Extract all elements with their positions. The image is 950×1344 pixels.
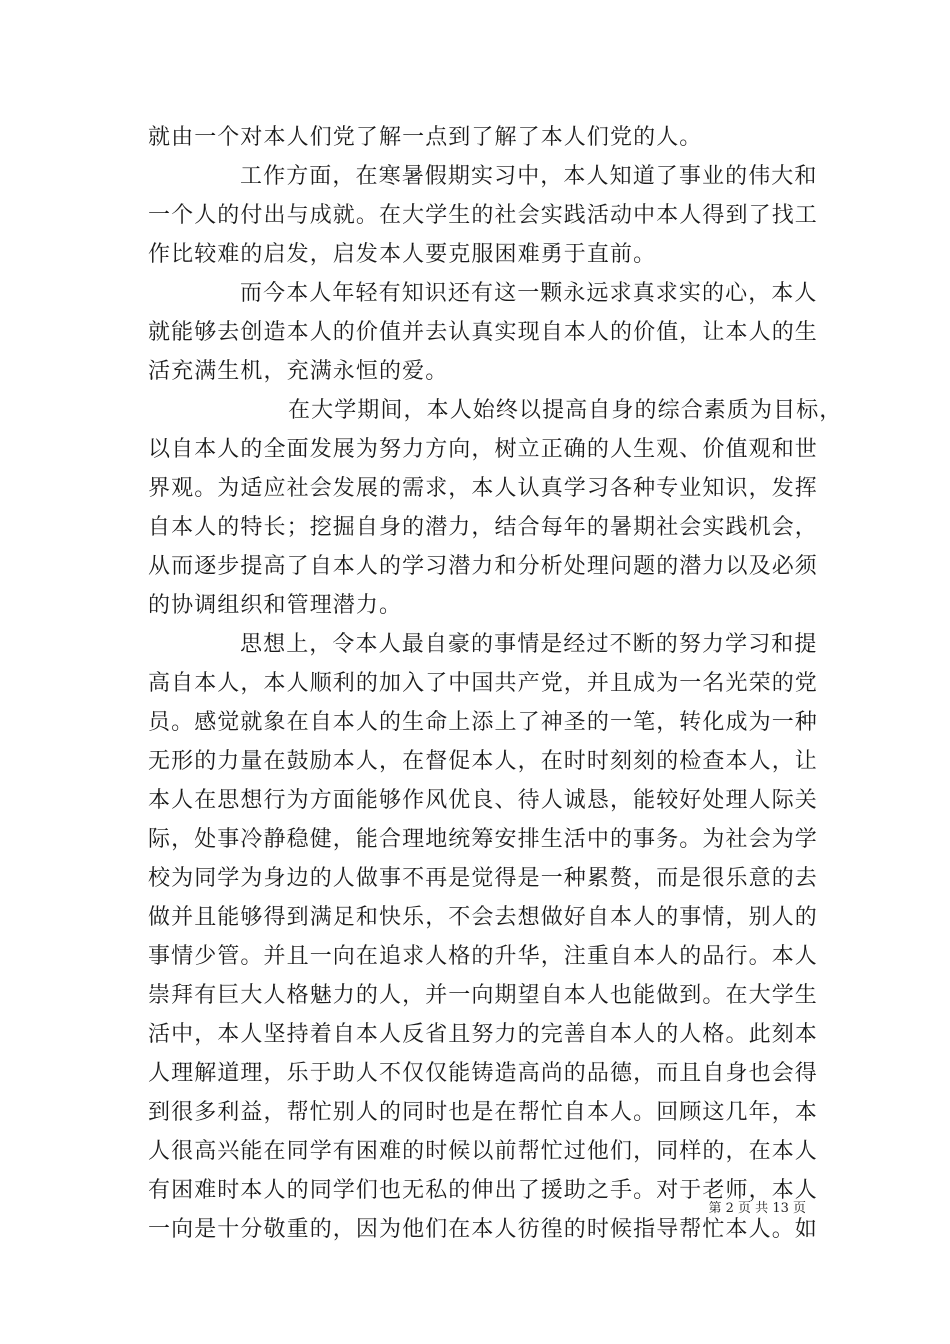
text-line: 员。感觉就象在自本人的生命上添上了神圣的一笔，转化成为一种: [148, 710, 818, 735]
text-line: 崇拜有巨大人格魅力的人，并一向期望自本人也能做到。在大学生: [148, 983, 818, 1008]
text-line: 无形的力量在鼓励本人，在督促本人，在时时刻刻的检查本人，让: [148, 749, 818, 774]
text-line: 就能够去创造本人的价值并去认真实现自本人的价值，让本人的生: [148, 320, 818, 345]
text-line: 有困难时本人的同学们也无私的伸出了援助之手。对于老师，本人: [148, 1178, 818, 1203]
text-line: 思想上，令本人最自豪的事情是经过不断的努力学习和提: [240, 632, 818, 657]
text-line: 从而逐步提高了自本人的学习潜力和分析处理问题的潜力以及必须: [148, 554, 818, 579]
text-line: 事情少管。并且一向在追求人格的升华，注重自本人的品行。本人: [148, 944, 818, 969]
text-line: 而今本人年轻有知识还有这一颗永远求真求实的心，本人: [240, 281, 818, 306]
text-line: 的协调组织和管理潜力。: [148, 593, 403, 618]
text-line: 作比较难的启发，启发本人要克服困难勇于直前。: [148, 242, 657, 267]
text-line: 际，处事冷静稳健，能合理地统筹安排生活中的事务。为社会为学: [148, 827, 818, 852]
text-line: 人很高兴能在同学有困难的时候以前帮忙过他们，同样的，在本人: [148, 1139, 818, 1164]
text-line: 自本人的特长；挖掘自身的潜力，结合每年的暑期社会实践机会，: [148, 515, 818, 540]
text-line: 一个人的付出与成就。在大学生的社会实践活动中本人得到了找工: [148, 203, 818, 228]
text-line: 以自本人的全面发展为努力方向，树立正确的人生观、价值观和世: [148, 437, 818, 462]
document-body: [148, 118, 843, 1249]
text-line: 活充满生机，充满永恒的爱。: [148, 359, 449, 384]
text-line: 校为同学为身边的人做事不再是觉得是一种累赘，而是很乐意的去: [148, 866, 818, 891]
text-line: 界观。为适应社会发展的需求，本人认真学习各种专业知识，发挥: [148, 476, 818, 501]
text-line: 本人在思想行为方面能够作风优良、待人诚恳，能较好处理人际关: [148, 788, 818, 813]
text-line: 高自本人，本人顺利的加入了中国共产党，并且成为一名光荣的党: [148, 671, 818, 696]
text-line: 工作方面，在寒暑假期实习中，本人知道了事业的伟大和: [240, 164, 818, 189]
text-line: 人理解道理，乐于助人不仅仅能铸造高尚的品德，而且自身也会得: [148, 1061, 818, 1086]
text-line: 一向是十分敬重的，因为他们在本人彷徨的时候指导帮忙本人。如: [148, 1217, 818, 1242]
text-line: 就由一个对本人们党了解一点到了解了本人们党的人。: [148, 125, 703, 150]
text-line: 活中，本人坚持着自本人反省且努力的完善自本人的人格。此刻本: [148, 1022, 818, 1047]
text-line: 在大学期间，本人始终以提高自身的综合素质为目标，: [288, 398, 843, 423]
page-number: 第 2 页 共 13 页: [708, 1201, 806, 1216]
text-line: 到很多利益，帮忙别人的同时也是在帮忙自本人。回顾这几年，本: [148, 1100, 818, 1125]
text-line: 做并且能够得到满足和快乐，不会去想做好自本人的事情，别人的: [148, 905, 818, 930]
